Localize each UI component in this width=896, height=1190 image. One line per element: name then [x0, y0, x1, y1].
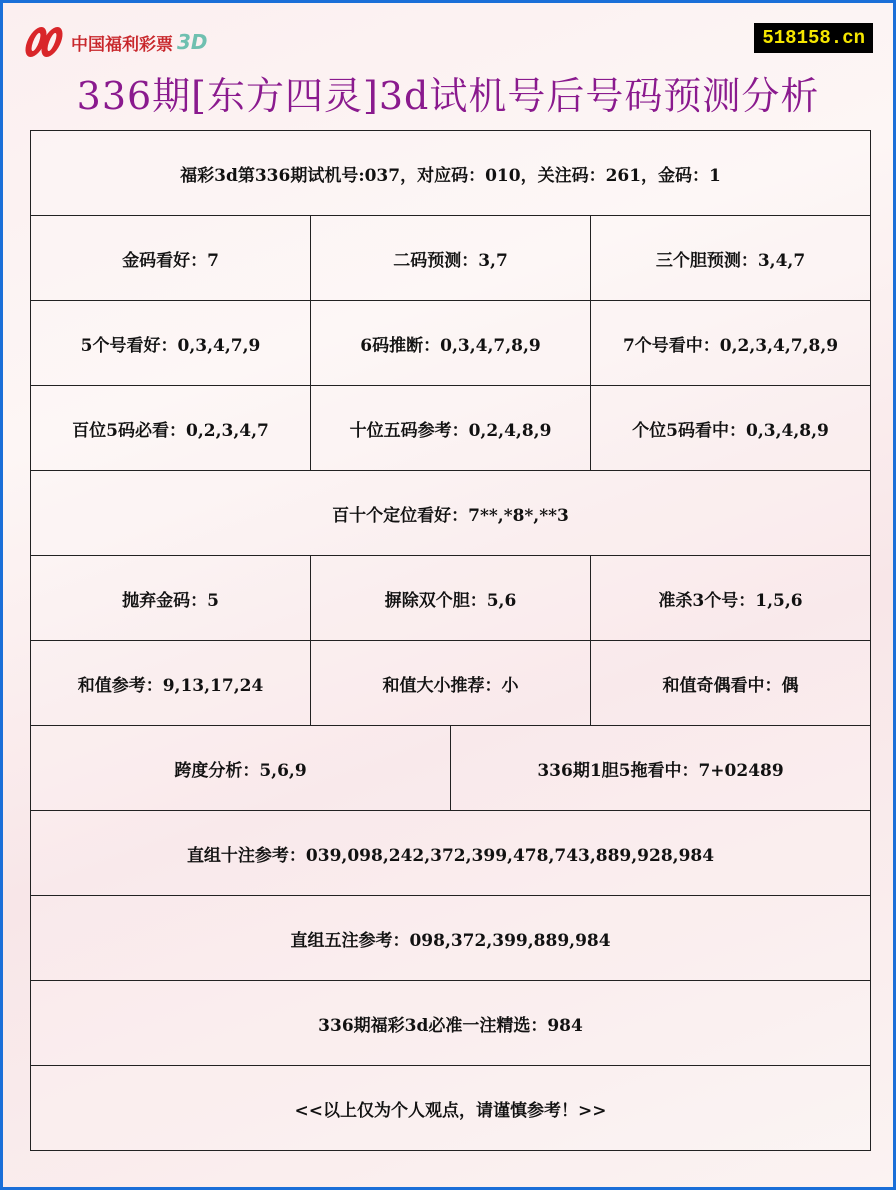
table-cell: 和值奇偶看中：偶: [591, 641, 871, 726]
table-row: [31, 641, 871, 726]
table-row: [31, 811, 871, 896]
lottery-logo: [23, 25, 208, 59]
table-cell: 5个号看好：0,3,4,7,9: [31, 301, 311, 386]
table-cell: 336期1胆5拖看中：7+02489: [451, 726, 871, 811]
table-cell: 7个号看中：0,2,3,4,7,8,9: [591, 301, 871, 386]
table-cell: 和值大小推荐：小: [311, 641, 591, 726]
table-cell: 直组十注参考：039,098,242,372,399,478,743,889,928,984: [31, 811, 871, 896]
table-cell: <<以上仅为个人观点，请谨慎参考！>>: [31, 1066, 871, 1151]
table-cell: 跨度分析：5,6,9: [31, 726, 451, 811]
table-cell: 百位5码必看：0,2,3,4,7: [31, 386, 311, 471]
table-row: [31, 386, 871, 471]
table-cell: 直组五注参考：098,372,399,889,984: [31, 896, 871, 981]
table-cell: 6码推断：0,3,4,7,8,9: [311, 301, 591, 386]
table-cell: 百十个定位看好：7**,*8*,**3: [31, 471, 871, 556]
table-row: [31, 726, 871, 811]
logo-icon: [23, 25, 67, 59]
table-cell: 个位5码看中：0,3,4,8,9: [591, 386, 871, 471]
site-badge: 518158.cn: [754, 23, 873, 53]
logo-3d: 3D: [177, 30, 208, 54]
table-cell: 抛弃金码：5: [31, 556, 311, 641]
table-cell: 金码看好：7: [31, 216, 311, 301]
logo-text: 中国福利彩票: [71, 34, 173, 55]
table-row: [31, 216, 871, 301]
table-row: [31, 896, 871, 981]
table-cell: 和值参考：9,13,17,24: [31, 641, 311, 726]
table-row: [31, 131, 871, 216]
table-row: [31, 556, 871, 641]
table-cell: 三个胆预测：3,4,7: [591, 216, 871, 301]
table-cell: 336期福彩3d必准一注精选：984: [31, 981, 871, 1066]
table-cell: 准杀3个号：1,5,6: [591, 556, 871, 641]
table-cell: 福彩3d第336期试机号:037，对应码：010，关注码：261，金码：1: [31, 131, 871, 216]
table-row: [31, 981, 871, 1066]
table-cell: 摒除双个胆：5,6: [311, 556, 591, 641]
table-row: [31, 471, 871, 556]
page-title: 336期[东方四灵]3d试机号后号码预测分析: [76, 74, 820, 118]
table-row: [31, 1066, 871, 1151]
prediction-table: [30, 130, 871, 1151]
table-cell: 二码预测：3,7: [311, 216, 591, 301]
table-row: [31, 301, 871, 386]
table-cell: 十位五码参考：0,2,4,8,9: [311, 386, 591, 471]
